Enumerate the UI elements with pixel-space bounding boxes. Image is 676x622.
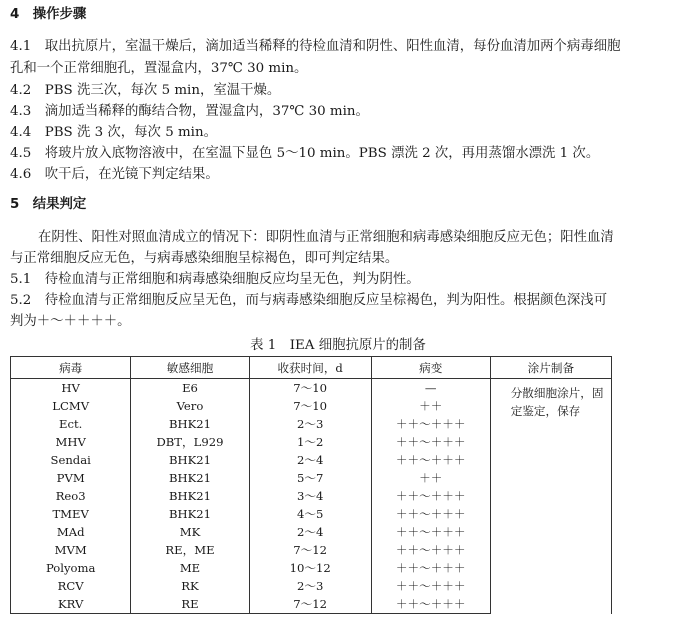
step-text: PBS 洗三次，每次 5 min，室温干燥。 (44, 83, 281, 98)
cell-cell: E6 (131, 379, 249, 398)
cell-time: 5～7 (249, 469, 371, 487)
cell-lesion: ＋＋～＋＋＋ (371, 487, 490, 505)
step-4-2 (10, 82, 280, 100)
cell-virus: PVM (11, 469, 131, 487)
cell-virus: Sendai (11, 451, 131, 469)
cell-time: 2～3 (249, 577, 371, 595)
cell-lesion: ＋＋～＋＋＋ (371, 451, 490, 469)
step-text: 将玻片放入底物溶液中，在室温下显色 5～10 min。PBS 漂洗 2 次，再用蒸馏水漂洗 1 次。 (44, 146, 600, 161)
cell-cell: BHK21 (131, 469, 249, 487)
cell-lesion: ＋＋～＋＋＋ (371, 595, 490, 614)
cell-time: 10～12 (249, 559, 371, 577)
item-number: 5.2 (10, 293, 32, 308)
cell-cell: BHK21 (131, 415, 249, 433)
cell-lesion: — (371, 379, 490, 398)
item-5-2-continued: 判为＋～＋＋＋＋。 (10, 314, 131, 329)
step-4-1 (10, 38, 620, 56)
cell-virus: MVM (11, 541, 131, 559)
item-text: 待检血清与正常细胞反应呈无色，而与病毒感染细胞反应呈棕褐色，判为阳性。根据颜色深浅可 (44, 293, 608, 308)
cell-time: 7～12 (249, 541, 371, 559)
cell-virus: Polyoma (11, 559, 131, 577)
step-4-1-continued: 孔和一个正常细胞孔，置湿盒内，37℃ 30 min。 (10, 61, 308, 76)
cell-time: 7～12 (249, 595, 371, 614)
cell-lesion: ＋＋～＋＋＋ (371, 415, 490, 433)
cell-virus: MHV (11, 433, 131, 451)
cell-time: 3～4 (249, 487, 371, 505)
cell-cell: RE (131, 595, 249, 614)
step-number: 4.1 (10, 39, 32, 54)
cell-virus: RCV (11, 577, 131, 595)
cell-cell: Vero (131, 397, 249, 415)
cell-time: 4～5 (249, 505, 371, 523)
cell-lesion: ＋＋～＋＋＋ (371, 523, 490, 541)
header-harvest-time: 收获时间，d (249, 357, 371, 379)
cell-time: 7～10 (249, 379, 371, 398)
cell-time: 7～10 (249, 397, 371, 415)
table-caption: 表 1 IEA 细胞抗原片的制备 (250, 338, 426, 353)
cell-virus: LCMV (11, 397, 131, 415)
cell-antigen-table (10, 356, 612, 614)
header-lesion: 病变 (371, 357, 490, 379)
item-5-1 (10, 271, 420, 289)
cell-virus: HV (11, 379, 131, 398)
cell-lesion: ＋＋～＋＋＋ (371, 577, 490, 595)
cell-cell: RK (131, 577, 249, 595)
item-text: 待检血清与正常细胞和病毒感染细胞反应均呈无色，判为阴性。 (44, 272, 420, 287)
step-number: 4.2 (10, 83, 32, 98)
step-number: 4.4 (10, 125, 32, 140)
step-text: 滴加适当稀释的酶结合物，置湿盒内，37℃ 30 min。 (44, 104, 369, 119)
step-4-4 (10, 124, 217, 142)
item-number: 5.1 (10, 272, 32, 287)
cell-time: 2～3 (249, 415, 371, 433)
cell-lesion: ＋＋～＋＋＋ (371, 433, 490, 451)
step-4-5 (10, 145, 599, 163)
cell-virus: KRV (11, 595, 131, 614)
cell-lesion: ＋＋～＋＋＋ (371, 505, 490, 523)
step-text: 吹干后，在光镜下判定结果。 (44, 167, 219, 182)
cell-cell: BHK21 (131, 487, 249, 505)
cell-virus: TMEV (11, 505, 131, 523)
cell-virus: Reo3 (11, 487, 131, 505)
cell-lesion: ＋＋ (371, 469, 490, 487)
cell-lesion: ＋＋～＋＋＋ (371, 559, 490, 577)
step-text: 取出抗原片，室温干燥后，滴加适当稀释的待检血清和阴性、阳性血清，每份血清加两个病毒细胞 (44, 39, 621, 54)
step-number: 4.6 (10, 167, 32, 182)
header-sensitive-cell: 敏感细胞 (131, 357, 249, 379)
step-4-6 (10, 166, 219, 184)
cell-lesion: ＋＋～＋＋＋ (371, 541, 490, 559)
section-4-heading: 4 操作步骤 (10, 7, 87, 22)
table-header-row (11, 357, 612, 379)
section-5-intro: 在阴性、阳性对照血清成立的情况下：即阴性血清与正常细胞和病毒感染细胞反应无色；阳性血清 (38, 230, 614, 245)
cell-smear-preparation: 分散细胞涂片，固定鉴定，保存 (490, 379, 611, 614)
section-5-heading: 5 结果判定 (10, 197, 87, 212)
section-5-intro-continued: 与正常细胞反应无色，与病毒感染细胞呈棕褐色，即可判定结果。 (10, 251, 399, 266)
header-virus: 病毒 (11, 357, 131, 379)
cell-cell: BHK21 (131, 451, 249, 469)
cell-cell: DBT，L929 (131, 433, 249, 451)
header-smear-preparation: 涂片制备 (490, 357, 611, 379)
step-text: PBS 洗 3 次，每次 5 min。 (44, 125, 217, 140)
cell-time: 2～4 (249, 451, 371, 469)
cell-virus: Ect. (11, 415, 131, 433)
item-5-2 (10, 292, 607, 310)
cell-cell: RE，ME (131, 541, 249, 559)
cell-time: 1～2 (249, 433, 371, 451)
cell-virus: MAd (11, 523, 131, 541)
cell-lesion: ＋＋ (371, 397, 490, 415)
cell-cell: ME (131, 559, 249, 577)
cell-cell: BHK21 (131, 505, 249, 523)
step-number: 4.5 (10, 146, 32, 161)
table-row (11, 379, 612, 398)
cell-time: 2～4 (249, 523, 371, 541)
step-4-3 (10, 103, 369, 121)
step-number: 4.3 (10, 104, 32, 119)
cell-cell: MK (131, 523, 249, 541)
